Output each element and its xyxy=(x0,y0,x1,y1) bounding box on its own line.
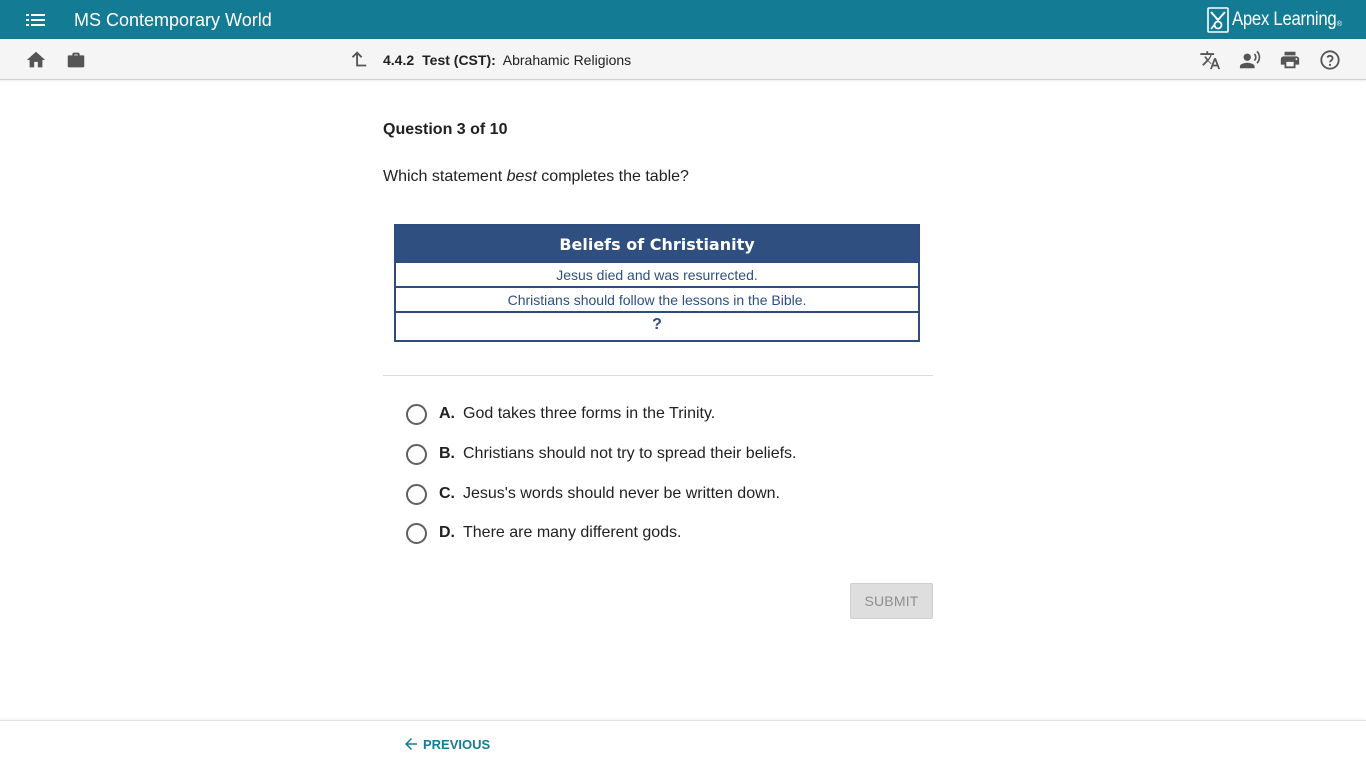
question-prompt xyxy=(383,168,689,186)
app-title: MS Contemporary World xyxy=(74,10,272,30)
read-aloud-icon[interactable] xyxy=(1239,49,1261,71)
lesson-title: Abrahamic Religions xyxy=(502,52,632,68)
table-row-missing: ? xyxy=(396,311,918,336)
brand-name: Apex Learning xyxy=(1232,9,1337,30)
translate-icon[interactable] xyxy=(1199,49,1221,71)
question-title: Question 3 of 10 xyxy=(383,121,508,138)
table-row: Jesus died and was resurrected. xyxy=(396,261,918,286)
apex-logo-icon xyxy=(1207,7,1229,33)
lesson-kind: Test (CST): xyxy=(422,52,496,68)
arrow-left-icon xyxy=(402,735,420,753)
radio-button[interactable] xyxy=(406,523,427,544)
option-text: Christians should not try to spread their beliefs. xyxy=(463,445,797,462)
submit-button[interactable]: SUBMIT xyxy=(850,583,933,619)
prompt-emphasis: best xyxy=(506,168,537,185)
list-menu-icon[interactable] xyxy=(26,11,46,29)
brand-trademark: ® xyxy=(1336,21,1342,28)
option-letter: D. xyxy=(439,524,455,541)
toolbar xyxy=(0,39,1366,80)
print-icon[interactable] xyxy=(1279,49,1301,71)
option-letter: A. xyxy=(439,405,455,422)
option-text: God takes three forms in the Trinity. xyxy=(463,405,716,422)
divider xyxy=(383,375,933,376)
answer-option-c[interactable] xyxy=(406,482,780,506)
radio-button[interactable] xyxy=(406,484,427,505)
apex-learning-logo xyxy=(1207,7,1342,33)
table-header: Beliefs of Christianity xyxy=(396,226,918,261)
radio-button[interactable] xyxy=(406,444,427,465)
breadcrumb xyxy=(383,52,631,68)
home-icon[interactable] xyxy=(25,49,47,71)
lesson-number: 4.4.2 xyxy=(383,52,415,68)
prompt-text-start: Which statement xyxy=(383,168,507,185)
option-text: There are many different gods. xyxy=(463,524,682,541)
answer-option-d[interactable] xyxy=(406,521,682,545)
table-row: Christians should follow the lessons in the Bible. xyxy=(396,286,918,311)
option-letter: C. xyxy=(439,485,455,502)
help-icon[interactable] xyxy=(1319,49,1341,71)
radio-button[interactable] xyxy=(406,404,427,425)
prompt-text-end: completes the table? xyxy=(536,168,689,185)
option-letter: B. xyxy=(439,445,455,462)
top-app-bar xyxy=(0,0,1366,39)
previous-label: PREVIOUS xyxy=(423,736,491,752)
answer-option-a[interactable] xyxy=(406,402,715,426)
briefcase-icon[interactable] xyxy=(65,49,87,71)
footer-nav xyxy=(0,720,1366,768)
previous-button[interactable] xyxy=(402,735,490,753)
beliefs-table xyxy=(394,224,920,342)
up-level-arrow-icon[interactable] xyxy=(347,49,369,71)
option-text: Jesus's words should never be written down. xyxy=(463,485,780,502)
answer-option-b[interactable] xyxy=(406,442,797,466)
